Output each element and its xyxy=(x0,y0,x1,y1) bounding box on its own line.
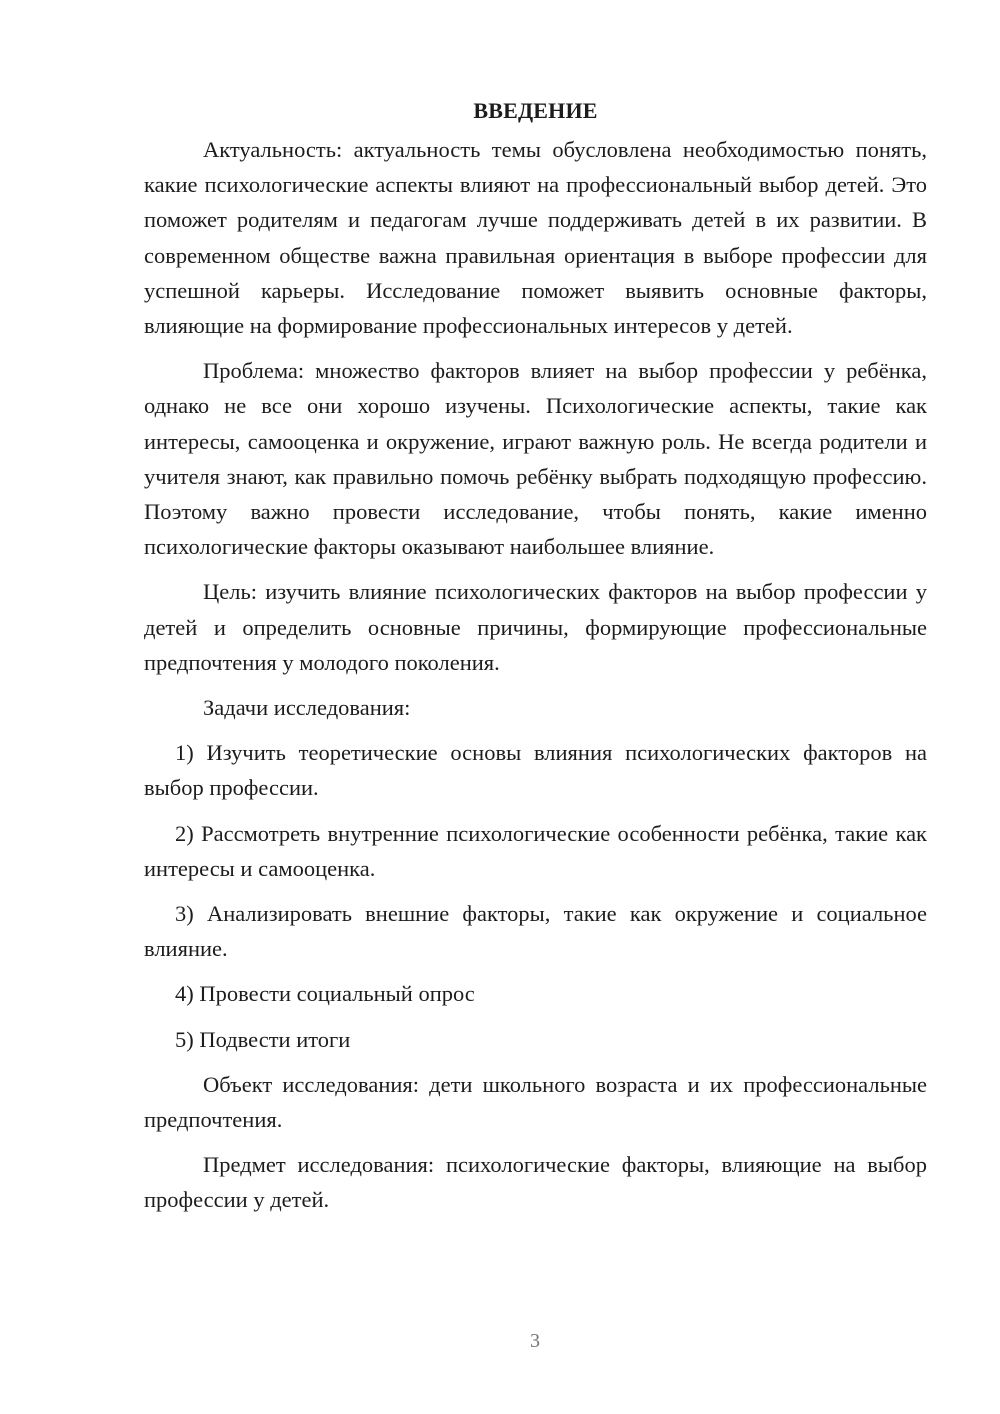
tasks-heading: Задачи исследования: xyxy=(203,695,411,721)
relevance-paragraph: Актуальность: актуальность темы обусловлена необходимостью понять, какие психологические аспекты влияют на профессиональный выбор детей. Это поможет родителям и педагогам лучше поддерживать детей в их развитии. В современном обществе важна правильная ориентация в выборе профессии для успешной карьеры. Исследование поможет выявить основные факторы, влияющие на формирование профессиональных интересов у детей. xyxy=(144,137,927,339)
goal-paragraph: Цель: изучить влияние психологических факторов на выбор профессии у детей и определить основные причины, формирующие профессиональные предпочтения у молодого поколения. xyxy=(144,579,927,675)
subject-paragraph: Предмет исследования: психологические факторы, влияющие на выбор профессии у детей. xyxy=(144,1152,927,1213)
page-number: 3 xyxy=(530,1330,540,1352)
object-paragraph: Объект исследования: дети школьного возраста и их профессиональные предпочтения. xyxy=(144,1071,927,1133)
task-item-3: 3) Анализировать внешние факторы, такие как окружение и социальное влияние. xyxy=(144,901,927,962)
document-body xyxy=(144,96,927,1228)
task-item-2: 2) Рассмотреть внутренние психологические особенности ребёнка, такие как интересы и самооценка. xyxy=(144,820,927,881)
task-item-5: 5) Подвести итоги xyxy=(175,1026,351,1052)
task-item-4: 4) Провести социальный опрос xyxy=(175,981,475,1007)
task-item-1: 1) Изучить теоретические основы влияния психологических факторов на выбор профессии. xyxy=(144,740,927,801)
page-title: ВВЕДЕНИЕ xyxy=(473,98,598,123)
problem-paragraph: Проблема: множество факторов влияет на выбор профессии у ребёнка, однако не все они хорошо изучены. Психологические аспекты, такие как интересы, самооценка и окружение, играют важную роль. Не всегда родители и учителя знают, как правильно помочь ребёнку выбрать подходящую профессию. Поэтому важно провести исследование, чтобы понять, какие именно психологические факторы оказывают наибольшее влияние. xyxy=(144,358,927,560)
